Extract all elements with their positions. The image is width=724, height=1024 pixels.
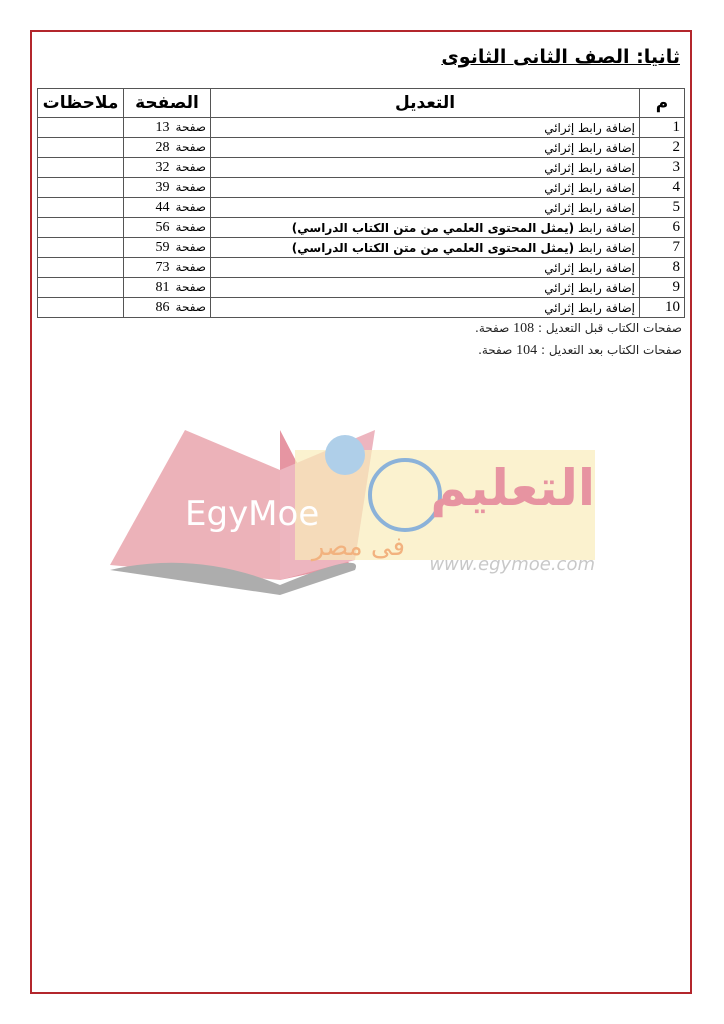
edit-text: إضافة رابط إثرائي bbox=[544, 260, 635, 275]
page-number: 13 bbox=[155, 119, 170, 135]
egymoe-watermark-logo bbox=[105, 410, 605, 600]
table-row bbox=[38, 178, 685, 198]
row-notes bbox=[38, 178, 124, 198]
table-row bbox=[38, 278, 685, 298]
table-row bbox=[38, 198, 685, 218]
page-number: 59 bbox=[155, 239, 170, 255]
row-edit bbox=[211, 138, 640, 158]
row-edit bbox=[211, 218, 640, 238]
row-page bbox=[124, 178, 211, 198]
page-number: 81 bbox=[155, 279, 170, 295]
edit-note: (يمثل المحتوى العلمي من متن الكتاب الدراسي) bbox=[291, 220, 575, 235]
row-index: 6 bbox=[640, 218, 685, 238]
row-notes bbox=[38, 278, 124, 298]
row-index: 9 bbox=[640, 278, 685, 298]
watermark-arabic2: فى مصر bbox=[311, 532, 405, 562]
row-notes bbox=[38, 118, 124, 138]
row-edit bbox=[211, 158, 640, 178]
page-label: صفحة bbox=[175, 299, 206, 314]
watermark-arabic: التعليم bbox=[430, 459, 595, 517]
row-page bbox=[124, 198, 211, 218]
edit-text: إضافة رابط إثرائي bbox=[544, 120, 635, 135]
page-number: 86 bbox=[155, 299, 170, 315]
row-edit bbox=[211, 238, 640, 258]
row-page bbox=[124, 278, 211, 298]
header-notes: ملاحظات bbox=[38, 89, 124, 118]
unit: صفحة. bbox=[478, 343, 513, 357]
page-number: 56 bbox=[155, 219, 170, 235]
header-page: الصفحة bbox=[124, 89, 211, 118]
row-index: 8 bbox=[640, 258, 685, 278]
row-notes bbox=[38, 158, 124, 178]
edit-text: إضافة رابط إثرائي bbox=[544, 300, 635, 315]
edit-note: (يمثل المحتوى العلمي من متن الكتاب الدراسي) bbox=[291, 240, 575, 255]
header-edit: التعديل bbox=[211, 89, 640, 118]
row-index: 1 bbox=[640, 118, 685, 138]
page-number: 28 bbox=[155, 139, 170, 155]
row-page bbox=[124, 258, 211, 278]
page-label: صفحة bbox=[175, 219, 206, 234]
row-notes bbox=[38, 258, 124, 278]
row-page bbox=[124, 138, 211, 158]
table-header bbox=[38, 89, 685, 118]
table-row bbox=[38, 238, 685, 258]
row-page bbox=[124, 298, 211, 318]
page-title: ثانيا: الصف الثانى الثانوى bbox=[441, 46, 680, 68]
page-number: 32 bbox=[155, 159, 170, 175]
table-row bbox=[38, 218, 685, 238]
row-edit bbox=[211, 258, 640, 278]
pages-after bbox=[478, 343, 682, 359]
value: 108 bbox=[513, 321, 535, 336]
row-edit bbox=[211, 178, 640, 198]
page-label: صفحة bbox=[175, 119, 206, 134]
edit-text: إضافة رابط إثرائي bbox=[544, 200, 635, 215]
watermark-url: www.egymoe.com bbox=[429, 554, 595, 575]
row-page bbox=[124, 218, 211, 238]
row-notes bbox=[38, 138, 124, 158]
page-number: 39 bbox=[155, 179, 170, 195]
row-notes bbox=[38, 218, 124, 238]
table-row bbox=[38, 298, 685, 318]
edit-text: إضافة رابط إثرائي bbox=[544, 160, 635, 175]
row-index: 2 bbox=[640, 138, 685, 158]
unit: صفحة. bbox=[475, 321, 510, 335]
row-page bbox=[124, 158, 211, 178]
label: صفحات الكتاب قبل التعديل : bbox=[537, 321, 682, 335]
page-label: صفحة bbox=[175, 259, 206, 274]
row-index: 7 bbox=[640, 238, 685, 258]
row-edit bbox=[211, 278, 640, 298]
header-index: م bbox=[640, 89, 685, 118]
page-label: صفحة bbox=[175, 159, 206, 174]
table-row bbox=[38, 258, 685, 278]
row-page bbox=[124, 238, 211, 258]
edit-text: إضافة رابط bbox=[577, 220, 635, 235]
edit-text: إضافة رابط إثرائي bbox=[544, 180, 635, 195]
table-row bbox=[38, 138, 685, 158]
row-notes bbox=[38, 298, 124, 318]
page-number: 44 bbox=[155, 199, 170, 215]
page-label: صفحة bbox=[175, 199, 206, 214]
edit-text: إضافة رابط إثرائي bbox=[544, 280, 635, 295]
watermark-logo-text: EgyMoe bbox=[185, 494, 320, 534]
row-edit bbox=[211, 298, 640, 318]
row-index: 5 bbox=[640, 198, 685, 218]
row-notes bbox=[38, 198, 124, 218]
table-row bbox=[38, 158, 685, 178]
page-label: صفحة bbox=[175, 179, 206, 194]
pages-before bbox=[475, 321, 682, 337]
table-row bbox=[38, 118, 685, 138]
page-label: صفحة bbox=[175, 139, 206, 154]
value: 104 bbox=[516, 343, 538, 358]
edit-text: إضافة رابط إثرائي bbox=[544, 140, 635, 155]
page-label: صفحة bbox=[175, 239, 206, 254]
row-index: 4 bbox=[640, 178, 685, 198]
row-edit bbox=[211, 198, 640, 218]
edit-text: إضافة رابط bbox=[577, 240, 635, 255]
page-label: صفحة bbox=[175, 279, 206, 294]
page-number: 73 bbox=[155, 259, 170, 275]
row-notes bbox=[38, 238, 124, 258]
row-edit bbox=[211, 118, 640, 138]
edits-table bbox=[37, 88, 685, 318]
row-page bbox=[124, 118, 211, 138]
row-index: 10 bbox=[640, 298, 685, 318]
row-index: 3 bbox=[640, 158, 685, 178]
label: صفحات الكتاب بعد التعديل : bbox=[540, 343, 682, 357]
